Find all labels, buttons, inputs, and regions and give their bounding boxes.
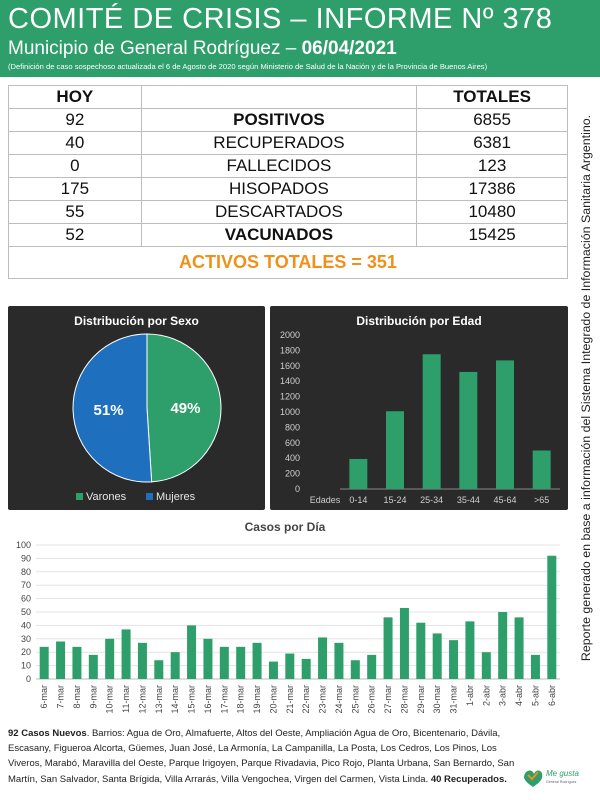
daily-bar: [187, 625, 196, 679]
total-value: 6855: [417, 109, 568, 132]
row-label: FALLECIDOS: [141, 155, 417, 178]
row-label: POSITIVOS: [141, 109, 417, 132]
stats-row-activos: [9, 247, 568, 279]
y-tick-label: 400: [284, 453, 300, 464]
daily-bar: [203, 639, 212, 679]
col-total-header: TOTALES: [417, 86, 568, 109]
today-value: 175: [9, 178, 142, 201]
daily-bar: [236, 647, 245, 679]
legend-swatch: [146, 493, 153, 500]
daily-bar: [384, 617, 393, 679]
x-tick-label: 14-mar: [170, 685, 181, 714]
x-tick-label: 25-mar: [350, 685, 361, 714]
today-value: 0: [9, 155, 142, 178]
stats-row-descartados: [9, 201, 568, 224]
pie-value-label: 51%: [93, 402, 124, 420]
stats-row-hisopados: [9, 178, 568, 201]
sex-distribution-panel: [8, 306, 265, 510]
daily-bar: [253, 643, 262, 679]
row-label: HISOPADOS: [141, 178, 417, 201]
col-label-header: [141, 86, 417, 109]
stats-row-recuperados: [9, 132, 568, 155]
age-bar-chart: [270, 306, 568, 510]
today-value: 40: [9, 132, 142, 155]
x-tick-label: 18-mar: [235, 685, 246, 714]
stats-row-vacunados: [9, 224, 568, 247]
x-tick-label: 10-mar: [104, 685, 115, 714]
x-tick-label: 27-mar: [383, 685, 394, 714]
y-tick-label: 2000: [279, 330, 300, 340]
today-value: 92: [9, 109, 142, 132]
recovered-label: 40 Recuperados.: [430, 773, 507, 785]
age-bar: [386, 411, 404, 489]
daily-bar: [433, 633, 442, 679]
daily-bar: [56, 641, 65, 679]
x-tick-label: 3-abr: [497, 685, 508, 707]
age-bar: [459, 372, 477, 489]
y-tick-label: 0: [294, 484, 300, 494]
row-label: RECUPERADOS: [141, 132, 417, 155]
x-tick-label: 22-mar: [301, 685, 312, 714]
age-chart-title: Distribución por Edad: [356, 314, 482, 328]
report-date: 06/04/2021: [301, 38, 397, 59]
x-tick-label: 9-mar: [88, 685, 99, 709]
y-tick-label: 1200: [279, 391, 300, 402]
y-tick-label: 800: [284, 422, 300, 433]
sex-chart-title: Distribución por Sexo: [74, 314, 199, 328]
row-label: DESCARTADOS: [141, 201, 417, 224]
daily-bar: [465, 621, 474, 679]
legend-swatch: [76, 493, 83, 500]
logo-text: Me gusta: [546, 769, 579, 778]
y-tick-label: 1400: [279, 376, 300, 387]
age-bar: [496, 360, 514, 489]
definition-note: (Definición de caso sospechoso actualizada el 6 de Agosto de 2020 según Ministerio de Salud de la Nación y de la Provincia de Buenos Aires): [8, 62, 488, 71]
y-tick-label: 50: [20, 607, 31, 617]
y-tick-label: 200: [284, 468, 300, 479]
x-tick-label: 16-mar: [202, 685, 213, 714]
daily-bar: [138, 643, 147, 679]
x-tick-label: 17-mar: [219, 685, 230, 714]
footer-detail: [8, 726, 520, 787]
total-value: 15425: [417, 224, 568, 247]
y-tick-label: 100: [15, 540, 31, 550]
age-bar: [533, 451, 551, 490]
daily-bar: [515, 617, 524, 679]
col-today-header: HOY: [9, 86, 142, 109]
legend-label: Varones: [86, 491, 127, 503]
age-distribution-panel: [270, 306, 568, 510]
total-value: 17386: [417, 178, 568, 201]
daily-bar: [531, 655, 540, 679]
age-bar: [423, 354, 441, 489]
legend-label: Mujeres: [156, 491, 196, 503]
x-tick-label: 21-mar: [284, 685, 295, 714]
municipality-logo: [520, 762, 580, 790]
logo-subtext: General Rodríguez: [546, 780, 577, 784]
daily-bar: [547, 556, 556, 679]
x-tick-label: 15-24: [383, 495, 407, 505]
x-tick-label: 45-64: [493, 495, 517, 505]
x-tick-label: 4-abr: [514, 685, 525, 707]
municipality-label: Municipio de General Rodríguez –: [8, 38, 302, 59]
y-tick-label: 30: [20, 633, 31, 644]
active-total: ACTIVOS TOTALES = 351: [9, 247, 568, 279]
y-tick-label: 70: [20, 580, 31, 591]
sex-pie-chart: [8, 306, 265, 510]
x-axis-label: Edades: [309, 495, 341, 505]
daily-bar: [498, 612, 507, 679]
x-tick-label: 8-mar: [71, 685, 82, 709]
new-cases-label: 92 Casos Nuevos: [8, 728, 87, 739]
x-tick-label: 15-mar: [186, 685, 197, 714]
daily-bar: [449, 640, 458, 679]
barrios-list: . Barrios: Agua de Oro, Almafuerte, Altos del Oeste, Ampliación Agua de Oro, Bicentenario, Dávila, Escasany, Figueroa Alcorta, Güemes, Juan José, La Armonía, La Campanilla, La Posta, Los Cedros, Los Pinos, Los Viveros, Marabó, Maravilla del Oeste, Parque Irigoyen, Parque Rivadavia, Pico Rojo, Planta Urbana, San Bernardo, San Martín, San Salvador, Santa Brígida, Villa Arrarás, Villa Vengochea, Virgen del Carmen, Vista Linda.: [8, 728, 515, 785]
x-tick-label: 31-mar: [448, 685, 459, 714]
report-title: COMITÉ DE CRISIS – INFORME Nº 378: [8, 3, 553, 35]
daily-bar: [285, 654, 294, 679]
y-tick-label: 20: [20, 647, 31, 658]
row-label: VACUNADOS: [141, 224, 417, 247]
today-value: 55: [9, 201, 142, 224]
y-tick-label: 1000: [279, 407, 300, 417]
daily-bar: [40, 647, 49, 679]
x-tick-label: 30-mar: [432, 685, 443, 714]
daily-cases-chart: [0, 535, 570, 735]
daily-bar: [400, 608, 409, 679]
y-tick-label: 10: [20, 660, 31, 671]
y-tick-label: 0: [25, 674, 31, 684]
daily-bar: [105, 639, 114, 679]
daily-bar: [154, 660, 163, 679]
stats-header-row: [9, 86, 568, 109]
x-tick-label: 20-mar: [268, 685, 279, 714]
daily-bar: [416, 623, 425, 679]
x-tick-label: 6-mar: [39, 685, 50, 709]
x-tick-label: 12-mar: [137, 685, 148, 714]
stats-row-fallecidos: [9, 155, 568, 178]
daily-bar: [220, 647, 229, 679]
total-value: 6381: [417, 132, 568, 155]
x-tick-label: 19-mar: [252, 685, 263, 714]
x-tick-label: 28-mar: [399, 685, 410, 714]
today-value: 52: [9, 224, 142, 247]
y-tick-label: 80: [20, 566, 31, 577]
x-tick-label: 2-abr: [481, 685, 492, 707]
y-tick-label: 60: [20, 593, 31, 604]
x-tick-label: 35-44: [456, 495, 480, 505]
x-tick-label: 11-mar: [121, 685, 132, 713]
stats-table: [8, 85, 568, 279]
x-tick-label: 26-mar: [366, 685, 377, 714]
x-tick-label: 25-34: [420, 495, 444, 505]
x-tick-label: 5-abr: [530, 685, 541, 707]
x-tick-label: 23-mar: [317, 685, 328, 714]
report-header: [0, 0, 600, 77]
x-tick-label: 7-mar: [55, 685, 66, 709]
stats-row-positivos: [9, 109, 568, 132]
source-note: [575, 93, 597, 683]
daily-bar: [269, 662, 278, 679]
daily-bar: [334, 643, 343, 679]
daily-bar: [482, 652, 491, 679]
y-tick-label: 40: [20, 620, 31, 631]
x-tick-label: >65: [534, 495, 550, 505]
y-tick-label: 1600: [279, 360, 300, 371]
y-tick-label: 600: [284, 437, 300, 448]
daily-chart-title: Casos por Día: [244, 520, 326, 534]
daily-bar: [351, 660, 360, 679]
report-subtitle: [8, 38, 397, 60]
y-tick-label: 1800: [279, 345, 300, 356]
pie-value-label: 49%: [170, 399, 201, 417]
x-tick-label: 6-abr: [546, 685, 557, 707]
age-bar: [349, 459, 367, 489]
x-tick-label: 0-14: [349, 495, 368, 505]
daily-bar: [122, 629, 131, 679]
daily-bar: [302, 659, 311, 679]
daily-bar: [367, 655, 376, 679]
source-note-text: Reporte generado en base a información del Sistema Integrado de Información Sanitaria Argentino.: [579, 114, 593, 662]
daily-bar: [72, 647, 81, 679]
y-tick-label: 90: [20, 553, 31, 564]
x-tick-label: 13-mar: [153, 685, 164, 714]
x-tick-label: 24-mar: [333, 685, 344, 714]
daily-bar: [171, 652, 180, 679]
daily-bar: [318, 637, 327, 679]
x-tick-label: 1-abr: [464, 685, 475, 707]
x-tick-label: 29-mar: [415, 685, 426, 714]
total-value: 123: [417, 155, 568, 178]
daily-bar: [89, 655, 98, 679]
total-value: 10480: [417, 201, 568, 224]
